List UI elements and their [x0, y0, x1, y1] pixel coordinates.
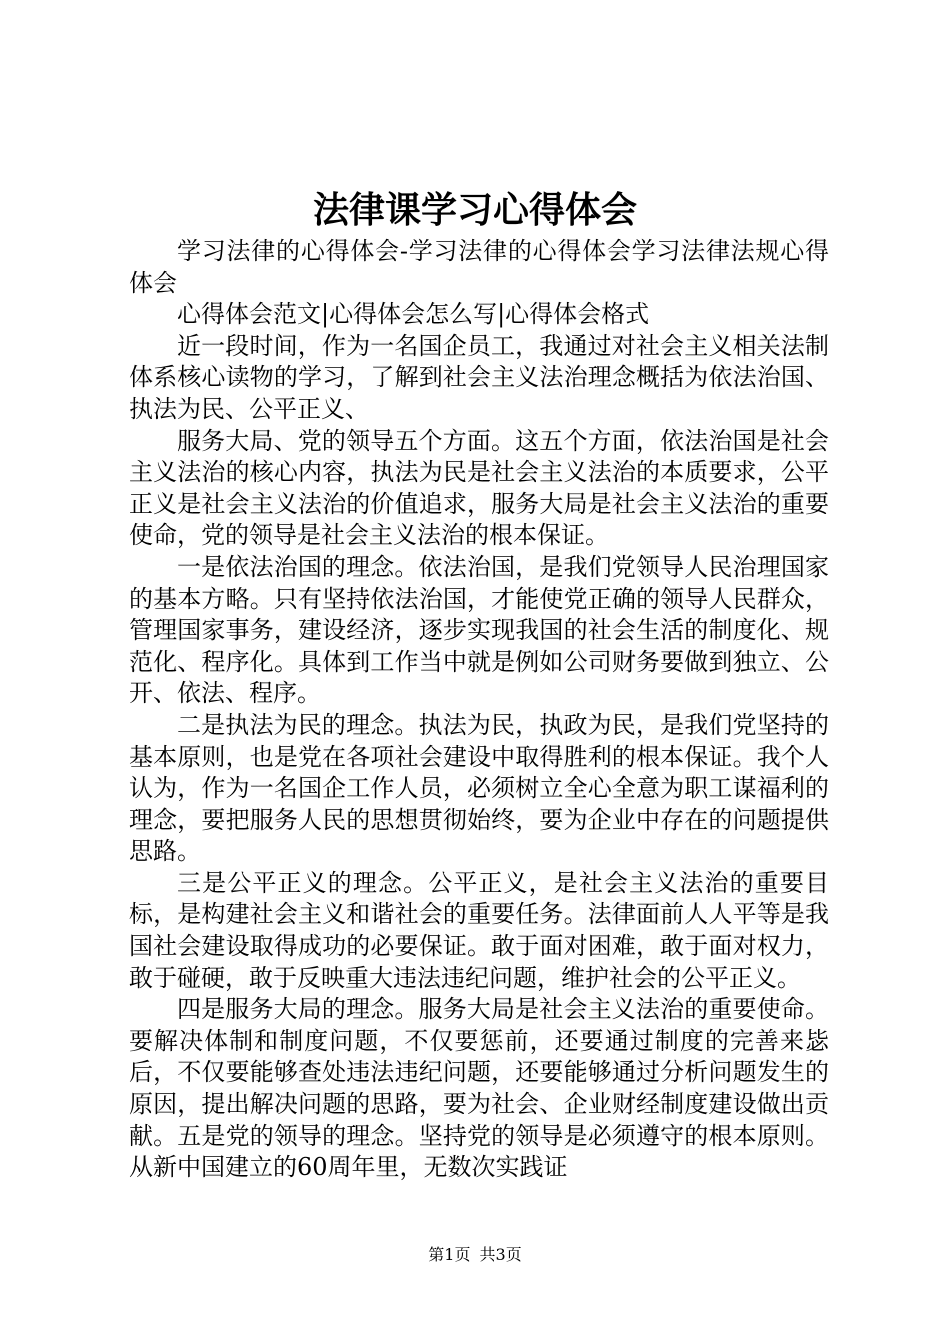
- document-body: [129, 236, 829, 1184]
- paragraph-serve-overall: 四是服务大局的理念。服务大局是社会主义法治的重要使命。要解决体制和制度问题，不仅要惩前，还要通过制度的完善来毖后，不仅要能够查处违法违纪问题，还要能够通过分析问题发生的原因，提出解决问题的思路，要为社会、企业财经制度建设做出贡献。五是党的领导的理念。坚持党的领导是必须遵守的根本原则。从新中国建立的60周年里，无数次实践证: [129, 995, 829, 1182]
- page-total: 共3页: [479, 1245, 522, 1264]
- page-footer: [0, 1245, 950, 1265]
- paragraph-serve-people: 二是执法为民的理念。执法为民，执政为民，是我们党坚持的基本原则，也是党在各项社会建设中取得胜利的根本保证。我个人认为，作为一名国企工作人员，必须树立全心全意为职工谋福利的理念，要把服务人民的思想贯彻始终，要为企业中存在的问题提供思路。: [129, 710, 829, 866]
- paragraph-five-aspects: 服务大局、党的领导五个方面。这五个方面，依法治国是社会主义法治的核心内容，执法为民是社会主义法治的本质要求，公平正义是社会主义法治的价值追求，服务大局是社会主义法治的重要使命，党的领导是社会主义法治的根本保证。: [129, 426, 829, 550]
- document-title: 法律课学习心得体会: [312, 189, 637, 231]
- paragraph-rule-of-law: 一是依法治国的理念。依法治国，是我们党领导人民治理国家的基本方略。只有坚持依法治国，才能使党正确的领导人民群众，管理国家事务，建设经济，逐步实现我国的社会生活的制度化、规范化、程序化。具体到工作当中就是例如公司财务要做到独立、公开、依法、程序。: [129, 552, 829, 708]
- paragraph-fairness-justice: 三是公平正义的理念。公平正义，是社会主义法治的重要目标，是构建社会主义和谐社会的重要任务。法律面前人人平等是我国社会建设取得成功的必要保证。敢于面对困难，敢于面对权力，敢于碰硬，敢于反映重大违法违纪问题，维护社会的公平正义。: [129, 868, 829, 992]
- paragraph-categories: 心得体会范文|心得体会怎么写|心得体会格式: [177, 300, 650, 329]
- page-number: 第1页: [428, 1245, 471, 1264]
- paragraph-intro: 近一段时间，作为一名国企员工，我通过对社会主义相关法制体系核心读物的学习，了解到社会主义法治理念概括为依法治国、执法为民、公平正义、: [129, 331, 829, 423]
- paragraph-subtitle: 学习法律的心得体会-学习法律的心得体会学习法律法规心得体会: [129, 237, 829, 297]
